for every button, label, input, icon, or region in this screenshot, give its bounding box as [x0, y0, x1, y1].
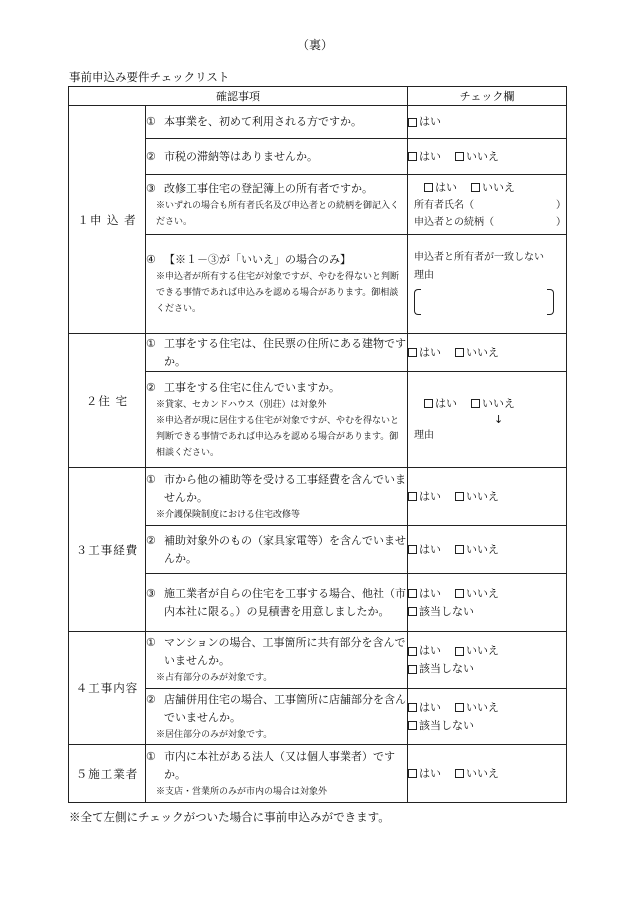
no-option[interactable]: [455, 642, 499, 660]
question-note: ※いずれの場合も所有者氏名及び申込者との続柄を御記入ください。: [156, 200, 400, 227]
question-cell: [146, 139, 408, 175]
yes-option[interactable]: [424, 179, 457, 197]
question-text: 工事をする住宅に住んでいますか。: [164, 380, 340, 394]
check-cell: [408, 139, 567, 175]
yes-option[interactable]: [408, 585, 441, 603]
table-row: [69, 632, 567, 689]
question-cell: [146, 175, 408, 235]
option-label: はい: [419, 586, 441, 600]
not-applicable-option[interactable]: [408, 603, 474, 621]
option-label: はい: [419, 489, 441, 503]
option-label: はい: [419, 542, 441, 556]
option-label: いいえ: [466, 149, 499, 163]
confirm-items-header: 確認事項: [69, 87, 408, 106]
yes-option[interactable]: [408, 642, 441, 660]
footer-note: ※全て左側にチェックがついた場合に事前申込みができます。: [69, 810, 390, 824]
question-number: ①: [146, 636, 156, 649]
question-note: ※支店・営業所のみが市内の場合は対象外: [156, 786, 328, 797]
option-label: はい: [419, 766, 441, 780]
question-text: 改修工事住宅の登記簿上の所有者ですか。: [164, 181, 373, 195]
option-label: はい: [435, 396, 457, 410]
checkbox[interactable]: [455, 152, 464, 161]
question-number: ②: [146, 692, 156, 706]
category-housing: [69, 334, 146, 468]
table-row: [69, 468, 567, 526]
question-note: ※居住部分のみが対象です。: [156, 729, 273, 740]
checkbox[interactable]: [408, 703, 417, 712]
checkbox[interactable]: [408, 348, 417, 357]
category-label: ４工事内容: [75, 681, 139, 695]
no-option[interactable]: [455, 585, 499, 603]
checkbox[interactable]: [455, 769, 464, 778]
category-label: ５施工業者: [75, 766, 139, 781]
check-cell: [408, 574, 567, 632]
question-cell: [146, 468, 408, 526]
question-text: 市内に本社がある法人（又は個人事業者）ですか。: [164, 749, 395, 781]
question-note: ※申込者が現に居住する住宅が対象ですが、やむを得ないと判断できる事情であれば申込みを認める場合があります。御相談ください。: [156, 415, 400, 458]
option-label: いいえ: [466, 586, 499, 600]
yes-option[interactable]: [424, 395, 457, 413]
question-text: 市税の滞納等はありませんか。: [164, 149, 318, 163]
checkbox[interactable]: [424, 399, 433, 408]
yes-option[interactable]: [408, 765, 441, 783]
reason-input-bracket[interactable]: [414, 289, 554, 315]
question-cell: [146, 689, 408, 745]
question-cell: [146, 526, 408, 574]
checkbox[interactable]: [471, 183, 480, 192]
no-option[interactable]: [455, 344, 499, 362]
checklist-title: 事前申込み要件チェックリスト: [69, 70, 230, 84]
question-cell: [146, 334, 408, 372]
yes-option[interactable]: [408, 699, 441, 717]
checkbox[interactable]: [455, 703, 464, 712]
check-cell: [408, 745, 567, 803]
question-number: ①: [146, 472, 156, 486]
checkbox[interactable]: [408, 492, 417, 501]
checkbox[interactable]: [455, 589, 464, 598]
checkbox[interactable]: [408, 665, 417, 674]
option-label: いいえ: [466, 489, 499, 503]
check-cell: [408, 526, 567, 574]
relation-field[interactable]: 申込者との続柄（ ）: [414, 216, 566, 228]
reason-label: 理由: [414, 429, 434, 441]
no-option[interactable]: [471, 395, 515, 413]
requirements-checklist-table: [68, 86, 567, 803]
checkbox[interactable]: [455, 492, 464, 501]
option-label: いいえ: [466, 644, 499, 657]
category-label: １申 込 者: [77, 212, 137, 227]
option-label: 該当しない: [419, 718, 474, 732]
page-side-mark: （裏）: [296, 38, 333, 52]
question-cell: [146, 372, 408, 468]
question-number: ④: [146, 253, 156, 266]
no-option[interactable]: [455, 765, 499, 783]
category-contractor: [69, 745, 146, 803]
category-construction-cost: [69, 468, 146, 632]
checkbox[interactable]: [471, 399, 480, 408]
question-cell: [146, 632, 408, 689]
question-number: ②: [146, 380, 156, 394]
no-option[interactable]: [455, 541, 499, 559]
option-label: いいえ: [482, 180, 515, 194]
no-option[interactable]: [455, 699, 499, 717]
question-text: 【※１－③が「いいえ」の場合のみ】: [164, 253, 351, 266]
question-note: ※申込者が所有する住宅が対象ですが、やむを得ないと判断できる事情であれば申込みを認める場合があります。御相談ください。: [156, 272, 400, 314]
check-cell: [408, 235, 567, 334]
table-header-row: [69, 87, 567, 106]
category-applicant: [69, 106, 146, 334]
option-label: はい: [419, 149, 441, 163]
question-text: マンションの場合、工事箇所に共有部分を含んでいませんか。: [164, 636, 406, 667]
check-cell: [408, 334, 567, 372]
yes-option[interactable]: [408, 488, 441, 506]
checkbox[interactable]: [455, 348, 464, 357]
not-applicable-option[interactable]: [408, 717, 474, 735]
option-label: いいえ: [466, 700, 499, 714]
mismatch-label: 申込者と所有者が一致しない: [414, 252, 544, 263]
checkbox[interactable]: [408, 118, 417, 127]
question-number: ①: [146, 749, 156, 763]
no-option[interactable]: [455, 148, 499, 166]
checkbox[interactable]: [455, 545, 464, 554]
no-option[interactable]: [455, 488, 499, 506]
option-label: はい: [419, 700, 441, 714]
checkbox[interactable]: [424, 183, 433, 192]
option-label: いいえ: [482, 396, 515, 410]
option-label: いいえ: [466, 766, 499, 780]
question-text: 本事業を、初めて利用される方ですか。: [164, 115, 362, 128]
check-column-header: チェック欄: [408, 87, 567, 106]
question-text: 市から他の補助等を受ける工事経費を含んでいませんか。: [164, 472, 406, 504]
checkbox[interactable]: [408, 545, 417, 554]
not-applicable-option[interactable]: [408, 660, 474, 678]
question-cell: [146, 235, 408, 334]
category-construction-content: [69, 632, 146, 745]
checkbox[interactable]: [408, 589, 417, 598]
table-row: [69, 106, 567, 139]
option-label: 該当しない: [419, 662, 474, 675]
category-label: ３工事経費: [75, 542, 139, 557]
question-number: ②: [146, 149, 156, 163]
question-text: 店舗併用住宅の場合、工事箇所に店舗部分を含んでいませんか。: [164, 692, 406, 724]
check-cell: [408, 689, 567, 745]
question-number: ①: [146, 115, 156, 128]
check-cell: [408, 175, 567, 235]
checkbox[interactable]: [408, 647, 417, 656]
check-cell: [408, 632, 567, 689]
option-label: はい: [435, 180, 457, 194]
option-label: はい: [419, 115, 441, 128]
checkbox[interactable]: [408, 152, 417, 161]
yes-option[interactable]: [408, 113, 441, 131]
question-text: 施工業者が自らの住宅を工事する場合、他社（市内本社に限る。）の見積書を用意しましたか。: [164, 586, 406, 618]
category-label: ２住 宅: [85, 393, 129, 408]
table-row: [69, 745, 567, 803]
table-row: [69, 334, 567, 372]
reason-label: 理由: [414, 270, 434, 281]
question-cell: [146, 106, 408, 139]
question-cell: [146, 745, 408, 803]
yes-option[interactable]: [408, 344, 441, 362]
check-cell: [408, 468, 567, 526]
question-note: ※介護保険制度における住宅改修等: [156, 509, 301, 520]
question-text: 工事をする住宅は、住民票の住所にある建物ですか。: [164, 336, 406, 368]
option-label: いいえ: [466, 345, 499, 359]
option-label: はい: [419, 345, 441, 359]
question-number: ③: [146, 181, 156, 195]
checkbox[interactable]: [408, 721, 417, 730]
checkbox[interactable]: [408, 607, 417, 616]
question-number: ③: [146, 586, 156, 600]
yes-option[interactable]: [408, 541, 441, 559]
question-note: ※貸家、セカンドハウス（別荘）は対象外: [156, 399, 327, 410]
question-note: ※占有部分のみが対象です。: [156, 673, 273, 683]
question-text: 補助対象外のもの（家具家電等）を含んでいませんか。: [164, 533, 406, 565]
question-cell: [146, 574, 408, 632]
option-label: いいえ: [466, 542, 499, 556]
check-cell: [408, 372, 567, 468]
question-number: ②: [146, 533, 156, 547]
checkbox[interactable]: [408, 769, 417, 778]
owner-name-field[interactable]: 所有者氏名（ ）: [414, 199, 566, 211]
option-label: はい: [419, 644, 441, 657]
question-number: ①: [146, 336, 156, 350]
down-arrow-icon: ↓: [494, 412, 504, 426]
yes-option[interactable]: [408, 148, 441, 166]
check-cell: [408, 106, 567, 139]
no-option[interactable]: [471, 179, 515, 197]
checkbox[interactable]: [455, 647, 464, 656]
option-label: 該当しない: [419, 604, 474, 618]
